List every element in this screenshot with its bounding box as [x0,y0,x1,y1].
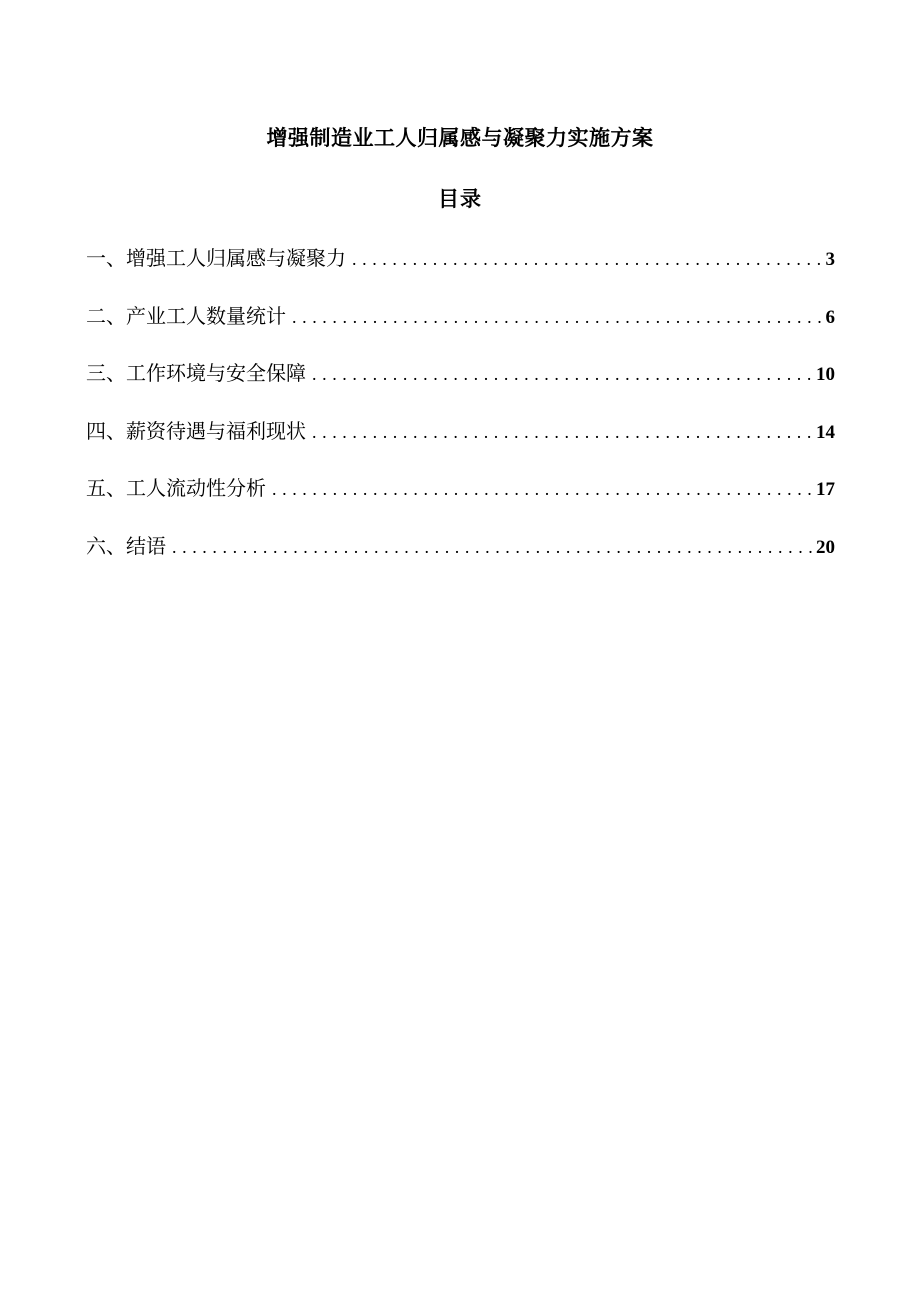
toc-entry-5[interactable] [86,470,835,528]
toc-entry-4[interactable] [86,413,835,471]
toc-entry-6[interactable] [86,528,835,586]
toc-entry-1[interactable] [86,240,835,298]
toc-entry-page: 6 [825,306,835,328]
toc-entry-label: 二、产业工人数量统计 [86,303,286,328]
toc-entry-page: 17 [816,479,835,501]
document-title: 增强制造业工人归属感与凝聚力实施方案 [266,126,654,150]
toc-entry-page: 14 [816,421,835,443]
toc-dot-leader [312,414,812,450]
table-of-contents [86,240,835,586]
toc-dot-leader [272,471,812,507]
toc-dot-leader [172,529,812,565]
toc-heading: 目录 [438,187,482,211]
toc-entry-page: 10 [816,364,835,386]
toc-entry-3[interactable] [86,355,835,413]
toc-entry-label: 六、结语 [86,533,166,558]
toc-entry-2[interactable] [86,298,835,356]
toc-entry-label: 一、增强工人归属感与凝聚力 [86,246,346,270]
toc-dot-leader [352,241,822,277]
toc-entry-label: 五、工人流动性分析 [86,476,266,501]
toc-entry-label: 三、工作环境与安全保障 [86,361,306,386]
toc-dot-leader [312,356,812,392]
toc-entry-label: 四、薪资待遇与福利现状 [86,418,306,443]
toc-entry-page: 20 [816,536,835,558]
toc-dot-leader [292,299,822,335]
toc-entry-page: 3 [825,249,835,270]
